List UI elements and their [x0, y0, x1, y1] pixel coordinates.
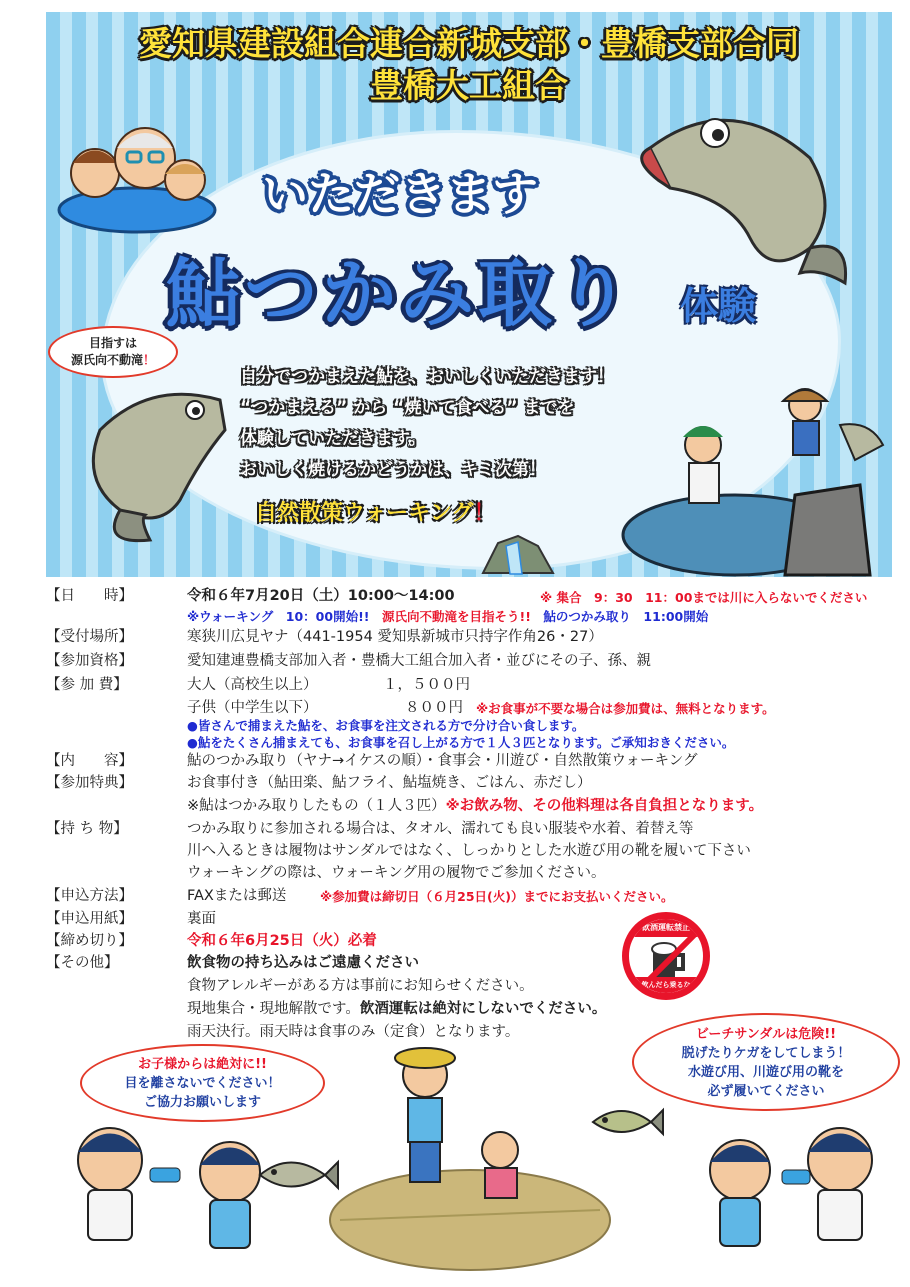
caution-right-line: 必ず履いてください — [707, 1084, 825, 1099]
other-line-3 — [187, 999, 606, 1019]
fee-label: 【参 加 費】 — [46, 677, 128, 693]
reception-value: 寒狭川広見ヤナ（441-1954 愛知県新城市只持字作角26・27） — [187, 629, 603, 645]
content-value: 鮎のつかみ取り（ヤナ→イケスの順）・食事会・川遊び・自然散策ウォーキング — [187, 753, 698, 769]
kids-pond-illustration — [615, 385, 885, 580]
benefit-note-red: ※お飲み物、その他料理は各自負担となります。 — [445, 798, 764, 814]
benefit-note: ※鮎はつかみ取りしたもの（１人３匹） — [187, 798, 446, 814]
fee-child: 子供（中学生以下） — [187, 700, 318, 716]
caution-left-line: 目を離さないでください！ — [124, 1076, 281, 1091]
left-fish-illustration — [60, 370, 250, 550]
header-line2: 豊橋大工組合 — [370, 66, 568, 105]
apply-note: ※参加費は締切日（６月25日(火)）までにお支払いください。 — [320, 889, 674, 904]
poster-sub-title: 体験 — [680, 284, 757, 328]
apply-value: FAXまたは郵送 — [187, 888, 287, 904]
target-bubble-line2: 源氏向不動滝 — [70, 353, 143, 367]
other-line: 食物アレルギーがある方は事前にお知らせください。 — [187, 978, 534, 994]
kids-river-illustration — [320, 1040, 620, 1280]
schedule-fishing: 鮎のつかみ取り 11:00開始 — [543, 609, 709, 624]
benefit-value: お食事付き（鮎田楽、鮎フライ、鮎塩焼き、ごはん、赤だし） — [187, 775, 592, 791]
schedule-walking: ※ウォーキング 10：00開始!! — [187, 609, 370, 624]
poster-walking — [255, 496, 495, 527]
sign-bottom-text: 飲んだら乗るな — [629, 977, 703, 993]
date-label: 【日 時】 — [46, 588, 133, 604]
target-bubble-line1: 目指すは — [88, 336, 137, 350]
walking-text: 自然散策ウォーキング — [255, 501, 474, 526]
benefit-label: 【参加特典】 — [46, 775, 133, 791]
date-value: 令和６年7月20日（土）10:00～14:00 — [187, 588, 455, 604]
schedule-line — [187, 607, 708, 627]
intro-line: おいしく焼けるかどうかは、キミ次第！ — [240, 460, 546, 480]
caution-right-line: 水遊び用、川遊び用の靴を — [687, 1065, 844, 1080]
fee-note-limit: ●鮎をたくさん捕まえても、お食事を召し上がる方で１人３匹となります。ご承知おきください。 — [187, 735, 735, 750]
items-label: 【持 ち 物】 — [46, 821, 128, 837]
deadline-value: 令和６年6月25日（火）必着 — [187, 933, 377, 949]
caution-bubble-right — [632, 1013, 900, 1111]
intro-line: 体験していただきます。 — [240, 429, 426, 449]
other-line: 雨天決行。雨天時は食事のみ（定食）となります。 — [187, 1024, 520, 1040]
caution-left-line: お子様からは絶対に!! — [138, 1057, 267, 1072]
target-bubble-mark: ！ — [143, 353, 156, 367]
date-note: ※ 集合 9：30 11：00までは川に入らないでください — [540, 590, 868, 605]
content-label: 【内 容】 — [46, 753, 133, 769]
reception-label: 【受付場所】 — [46, 629, 133, 645]
items-line: ウォーキングの際は、ウォーキング用の履物でご参加ください。 — [187, 865, 606, 881]
other-line: 飲食物の持ち込みはご遠慮ください — [187, 955, 419, 971]
header-line1: 愛知県建設組合連合新城支部・豊橋支部合同 — [139, 24, 799, 63]
caution-left-line: ご協力お願いします — [143, 1095, 261, 1110]
fee-adult: 大人（高校生以上） — [187, 677, 318, 693]
walking-mark: ！ — [473, 501, 496, 526]
eligibility-label: 【参加資格】 — [46, 653, 133, 669]
caution-right-line: ビーチサンダルは危険!! — [695, 1027, 837, 1042]
apply-label: 【申込方法】 — [46, 888, 133, 904]
intro-line: “つかまえる” から “焼いて食べる” までを — [240, 398, 575, 418]
other-line-3b: 飲酒運転は絶対にしないでください。 — [359, 1001, 607, 1017]
items-line: 川へ入るときは履物はサンダルではなく、しっかりとした水遊び用の靴を履いて下さい — [187, 843, 751, 859]
benefit-note-line — [187, 796, 763, 816]
fee-adult-price: １，５００円 — [383, 677, 470, 693]
other-label: 【その他】 — [46, 955, 119, 971]
poster-main-title: 鮎つかみ取り — [166, 251, 634, 337]
poster-itadakimasu: いただきます — [262, 167, 538, 221]
schedule-waterfall: 源氏向不動滝を目指そう!! — [382, 609, 531, 624]
family-float-illustration — [55, 118, 220, 236]
no-drink-driving-sign — [622, 912, 710, 1000]
intro-line: 自分でつかまえた鮎を、おいしくいただきます！ — [240, 367, 614, 387]
other-line-3a: 現地集合・現地解散です。 — [187, 1001, 360, 1017]
fee-note-share: ●皆さんで捕まえた鮎を、お食事を注文される方で分け合い食します。 — [187, 718, 585, 733]
form-value: 裏面 — [187, 911, 216, 927]
waterfall-illustration — [478, 528, 558, 578]
deadline-label: 【締め切り】 — [46, 933, 133, 949]
sign-top-text: 飲酒運転禁止 — [629, 919, 703, 937]
fee-child-price: ８００円 — [405, 700, 463, 716]
small-fish-icon — [585, 1100, 665, 1145]
eligibility-value: 愛知建連豊橋支部加入者・豊橋大工組合加入者・並びにその子、孫、親 — [187, 653, 651, 669]
kids-water-pistol-right — [690, 1110, 890, 1270]
caution-right-line: 脱げたりケガをしてしまう！ — [681, 1046, 851, 1061]
form-label: 【申込用紙】 — [46, 911, 133, 927]
fee-note: ※お食事が不要な場合は参加費は、無料となります。 — [476, 701, 775, 716]
items-line: つかみ取りに参加される場合は、タオル、濡れても良い服装や水着、着替え等 — [187, 821, 694, 837]
